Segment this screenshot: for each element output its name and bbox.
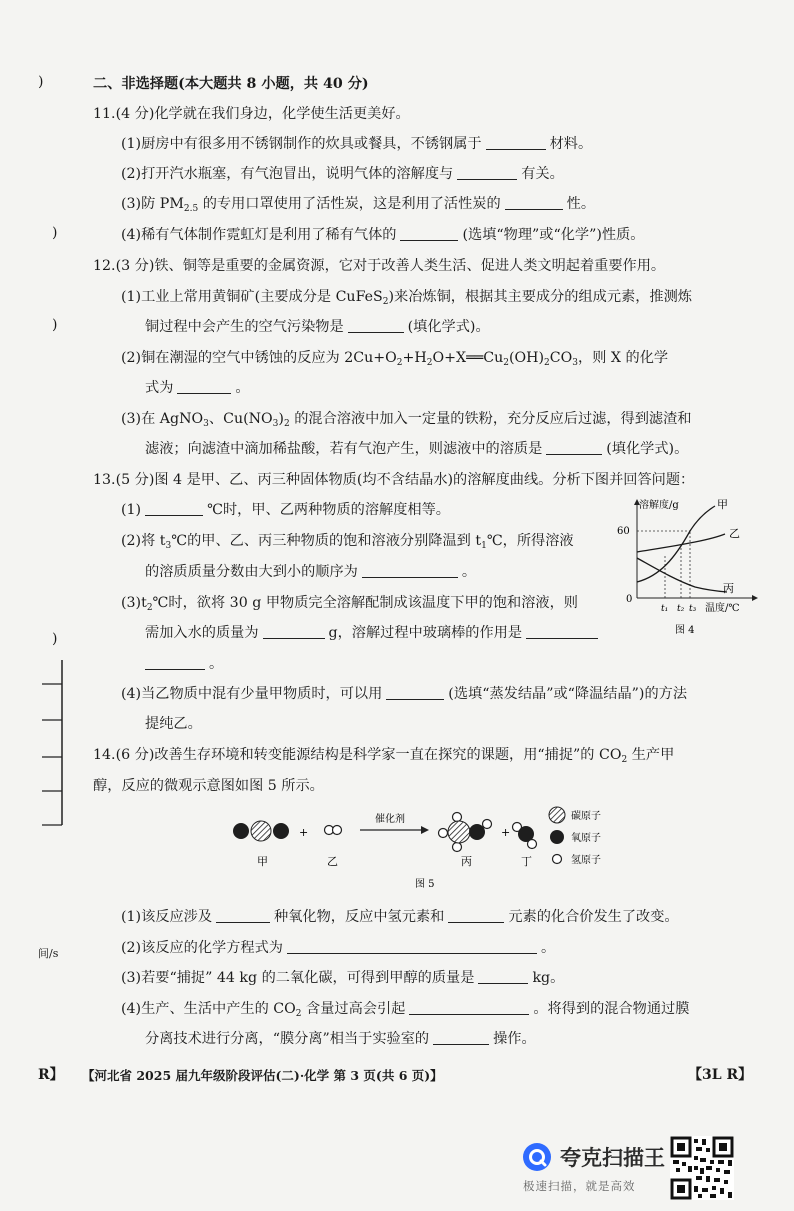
q13-part2: (2)将 $t_3℃$的甲、乙、丙三种物质的饱和溶液分别降温到 $t_1℃$，所得溶液: [121, 533, 574, 551]
label-bing: 丙: [461, 855, 472, 868]
q14-part4-cont: 分离技术进行分离，“膜分离”相当于实验室的 操作。: [145, 1031, 536, 1047]
molecule-bing: [439, 813, 492, 852]
margin-paren: ): [52, 631, 58, 647]
q14-stem: 14.(6 分)改善生存环境和转变能源结构是科学家一直在探究的课题，用“捕捉”的 $CO_2$ 生产甲: [93, 747, 675, 765]
x-axis-label: 温度/℃: [705, 603, 740, 614]
q14-part2: (2)该反应的化学方程式为 。: [121, 940, 556, 956]
margin-bottom-left: R】: [38, 1067, 64, 1083]
label-jia: 甲: [257, 855, 268, 868]
q13-part4: (4)当乙物质中混有少量甲物质时，可以用 (选填“蒸发结晶”或“降温结晶”)的方法: [121, 686, 688, 702]
margin-paren: ): [52, 317, 58, 333]
solubility-chart: [615, 494, 760, 644]
legend-hydrogen: [553, 853, 602, 866]
q14-part1: (1)该反应涉及 种氧化物，反应中氢元素和 元素的化合价发生了改变。: [121, 909, 679, 925]
x-tick-t1: t₁: [661, 604, 669, 614]
plus-sign: +: [501, 826, 511, 839]
margin-paren: ): [52, 225, 58, 241]
q11-stem: 11.(4 分)化学就在我们身边，化学使生活更美好。: [93, 106, 410, 122]
x-tick-t2: t₂: [677, 604, 685, 614]
molecule-yi: [325, 826, 342, 835]
catalyst-label: 催化剂: [375, 814, 405, 825]
margin-note: 间/s: [38, 947, 59, 960]
q12-part2-cont: 式为 。: [145, 380, 250, 396]
label-bing: 丙: [723, 582, 734, 595]
fig4-caption: 图 4: [675, 625, 695, 636]
q13-part3-cont2: 。: [145, 654, 223, 674]
q12-part3: (3)在 AgNO$_3$、$Cu(NO_3)_2$ 的混合溶液中加入一定量的铁粉，充分反应后过滤，得到滤渣和: [121, 411, 692, 429]
plus-sign: +: [299, 826, 309, 839]
q13-part4-cont: 提纯乙。: [145, 716, 202, 732]
q14-stem-cont: 醇，反应的微观示意图如图 5 所示。: [93, 778, 324, 794]
q13-stem: 13.(5 分)图 4 是甲、乙、丙三种固体物质(均不含结晶水)的溶解度曲线。分析下图并回答问题：: [93, 472, 695, 488]
curve-jia: [637, 506, 715, 582]
margin-paren: ): [38, 74, 44, 90]
binding-marks: [40, 660, 66, 830]
q12-part2: (2)铜在潮湿的空气中锈蚀的反应为 $2Cu+O_2+H_2O+X══Cu_2(OH)_2CO_3$，则 X 的化学: [121, 350, 669, 368]
watermark-name: 夸克扫描王: [560, 1146, 665, 1170]
label-yi: 乙: [729, 527, 740, 540]
label-ding: 丁: [521, 855, 532, 868]
curve-bing: [637, 558, 727, 592]
q13-part1: (1) ℃时，甲、乙两种物质的溶解度相等。: [121, 502, 450, 518]
quark-logo-icon: [522, 1142, 552, 1172]
q12-part3-cont: 滤液；向滤渣中滴加稀盐酸，若有气泡产生，则滤液中的溶质是 (填化学式)。: [145, 441, 689, 457]
q13-part3: $(3)t_2℃$时，欲将 30 g 甲物质完全溶解配制成该温度下甲的饱和溶液，则: [121, 595, 578, 613]
q14-part4: (4)生产、生活中产生的 $CO_2$ 含量过高会引起 。将得到的混合物通过膜: [121, 1001, 690, 1019]
legend-carbon: [549, 807, 601, 823]
page-footer: 【河北省 2025 届九年级阶段评估(二)·化学 第 3 页(共 6 页)】: [82, 1068, 443, 1083]
q13-part3-cont: 需加入水的质量为 g，溶解过程中玻璃棒的作用是: [145, 623, 602, 643]
arrow-head: [421, 826, 429, 834]
watermark-slogan: 极速扫描，就是高效: [523, 1179, 636, 1193]
label-jia: 甲: [717, 498, 728, 511]
molecule-jia: [233, 821, 289, 841]
q12-stem: 12.(3 分)铁、铜等是重要的金属资源，它对于改善人类生活、促进人类文明起着重要作用。: [93, 258, 666, 274]
label-yi: 乙: [327, 855, 338, 868]
q11-part4: (4)稀有气体制作霓虹灯是利用了稀有气体的 (选填“物理”或“化学”)性质。: [121, 227, 645, 243]
x-tick-t3: t₃: [689, 604, 697, 614]
q14-part3: (3)若要“捕捉” 44 kg 的二氧化碳，可得到甲醇的质量是 kg。: [121, 970, 565, 986]
svg-text:碳原子: 碳原子: [571, 811, 601, 822]
fig5-caption: 图 5: [415, 879, 435, 890]
svg-text:氧原子: 氧原子: [571, 833, 601, 844]
section-heading: 二、非选择题(本大题共 8 小题，共 40 分): [93, 76, 369, 92]
q11-part3: (3)防 $PM_{2.5}$ 的专用口罩使用了活性炭，这是利用了活性炭的 性。: [121, 196, 596, 214]
reaction-diagram: [225, 805, 625, 893]
qr-code-icon: [670, 1136, 734, 1200]
legend-oxygen: [550, 830, 601, 844]
q13-part2-cont: 的溶质质量分数由大到小的顺序为 。: [145, 564, 477, 580]
q11-part2: (2)打开汽水瓶塞，有气泡冒出，说明气体的溶解度与 有关。: [121, 166, 564, 182]
q12-part1-cont: 铜过程中会产生的空气污染物是 (填化学式)。: [145, 319, 490, 335]
q12-part1: (1)工业上常用黄铜矿(主要成分是 CuFeS$_2$)来冶炼铜，根据其主要成分的组成元素，推测炼: [121, 289, 692, 307]
molecule-ding: [513, 823, 537, 849]
y-tick-60: 60: [617, 526, 630, 537]
y-axis-label: 溶解度/g: [639, 500, 679, 511]
svg-text:氢原子: 氢原子: [571, 855, 601, 866]
page-code: 【3L R】: [688, 1067, 753, 1083]
origin-label: 0: [626, 594, 633, 605]
q11-part1: (1)厨房中有很多用不锈钢制作的炊具或餐具，不锈钢属于 材料。: [121, 136, 593, 152]
